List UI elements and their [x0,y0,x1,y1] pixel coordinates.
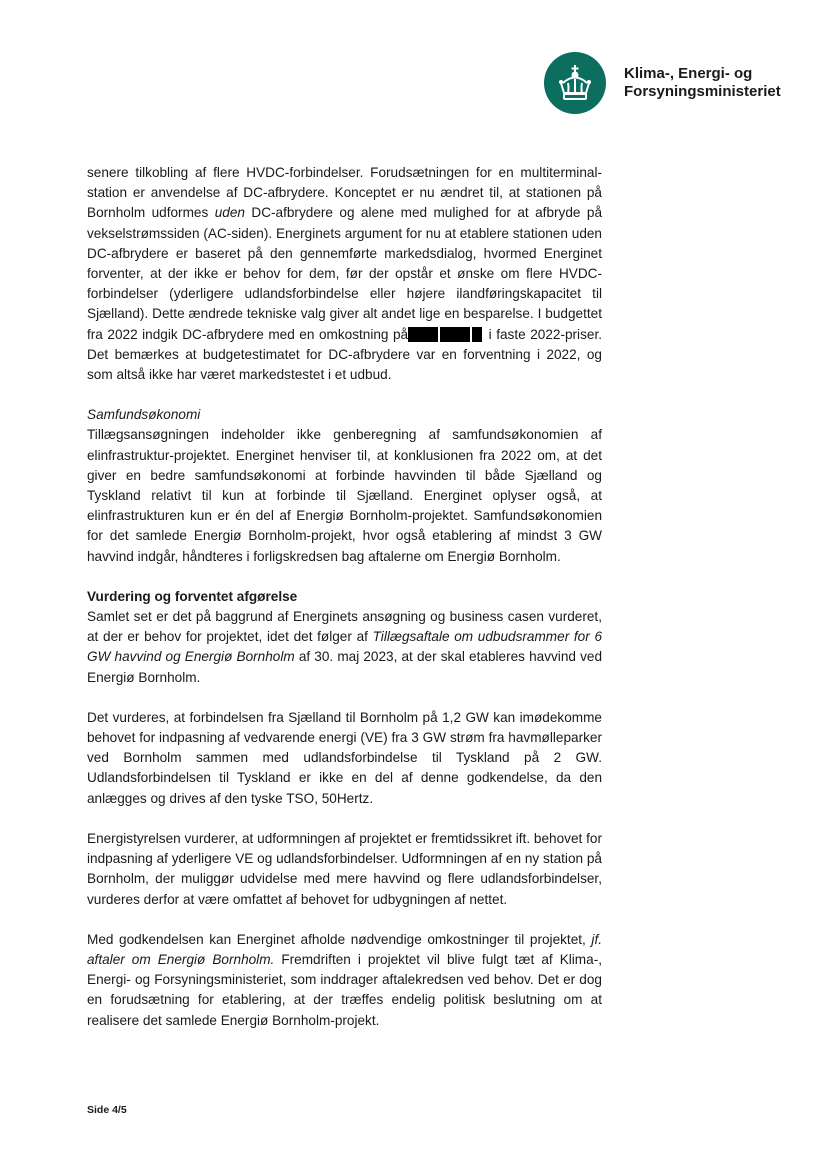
crown-icon [544,52,606,114]
page-number: Side 4/5 [87,1104,127,1116]
paragraph-vurdering: Samlet set er det på baggrund af Energinets ansøgning og business casen vurderet, at der er behov for projektet, idet det følger af Tillægsaftale om udbudsrammer for 6 GW havvind og Energiø Bornholm af 30. maj 2023, at der skal etableres havvind ved Energiø Bornholm. [87,609,603,685]
paragraph-fremtidssikret: Energistyrelsen vurderer, at udformningen af projektet er fremtidssikret ift. behovet for indpasning af yderligere VE og udlandsforbindelser. Udformningen af en ny station på Bornholm, der muliggør udvidelse med mere havvind og flere udlandsforbindelser, vurderes derfor at være omfattet af behovet for udbygningen af nettet. [87,830,602,907]
heading-vurdering: Vurdering og forventet afgørelse [87,588,298,604]
paragraph-samfundsokonomi: Tillægsansøgningen indeholder ikke genberegning af samfundsøkonomien af elinfrastruktur-projektet. Energinet henviser til, at konklusionen fra 2022 om, at det giver en bedre samfundsøkonomi at forbinde havvinden til både Sjælland og Tyskland relativt til kun at forbinde til Sjælland. Energinet oplyser også, at elinfrastrukturen kun er én del af Energiø Bornholm-projektet. Samfundsøkonomien for det samlede Energiø Bornholm-projekt, hvor også etablering af mindst 3 GW havvind indgår, håndteres i forligskredsen bag aftalerne om Energiø Bornholm. [87,427,602,564]
ministry-logo [544,52,781,114]
paragraph-dc-breakers: senere tilkobling af flere HVDC-forbindelser. Forudsætningen for en multiterminal-station er anvendelse af DC-afbrydere. Konceptet er nu ændret til, at stationen på Bornholm udformes uden DC-afbrydere og alene med mulighed for at afbryde på vekselstrømssiden (AC-siden). Energinets argument for nu at etablere stationen uden DC-afbrydere er baseret på den gennemførte markedsdialog, hvormed Energinet forventer, at der ikke er behov for dem, før der opstår et ønske om flere HVDC-forbindelser (yderligere udlandsforbindelse eller højere ilandføringskapacitet til Sjælland). Dette ændrede tekniske valg giver alt andet lige en besparelse. I budgettet fra 2022 indgik DC-afbrydere med en omkostning på i faste 2022-priser. Det bemærkes at budgetestimatet for DC-afbrydere var en forventning i 2022, og som altså ikke har været markedstestet i et udbud. [87,165,603,383]
redaction-block [408,327,484,342]
logo-text [624,65,781,101]
logo-line-2: Forsyningsministeriet [624,83,781,100]
subheading-samfundsokonomi: Samfundsøkonomi [87,407,201,423]
document-body [87,163,602,1031]
logo-line-1: Klima-, Energi- og [624,65,753,82]
paragraph-forbindelse: Det vurderes, at forbindelsen fra Sjælland til Bornholm på 1,2 GW kan imødekomme behovet for indpasning af vedvarende energi (VE) fra 3 GW strøm fra havmølleparker ved Bornholm sammen med udlandsforbindelse til Tyskland på 2 GW. Udlandsforbindelsen til Tyskland er ikke en del af denne godkendelse, da den anlægges og drives af den tyske TSO, 50Hertz. [87,709,602,806]
paragraph-godkendelse: Med godkendelsen kan Energinet afholde nødvendige omkostninger til projektet, jf. aftaler om Energiø Bornholm. Fremdriften i projektet vil blive fulgt tæt af Klima-, Energi- og Forsyningsministeriet, som inddrager aftalekredsen ved behov. Det er dog en forudsætning for etablering, at der træffes endelig politisk beslutning om at realisere det samlede Energiø Bornholm-projekt. [87,931,602,1028]
